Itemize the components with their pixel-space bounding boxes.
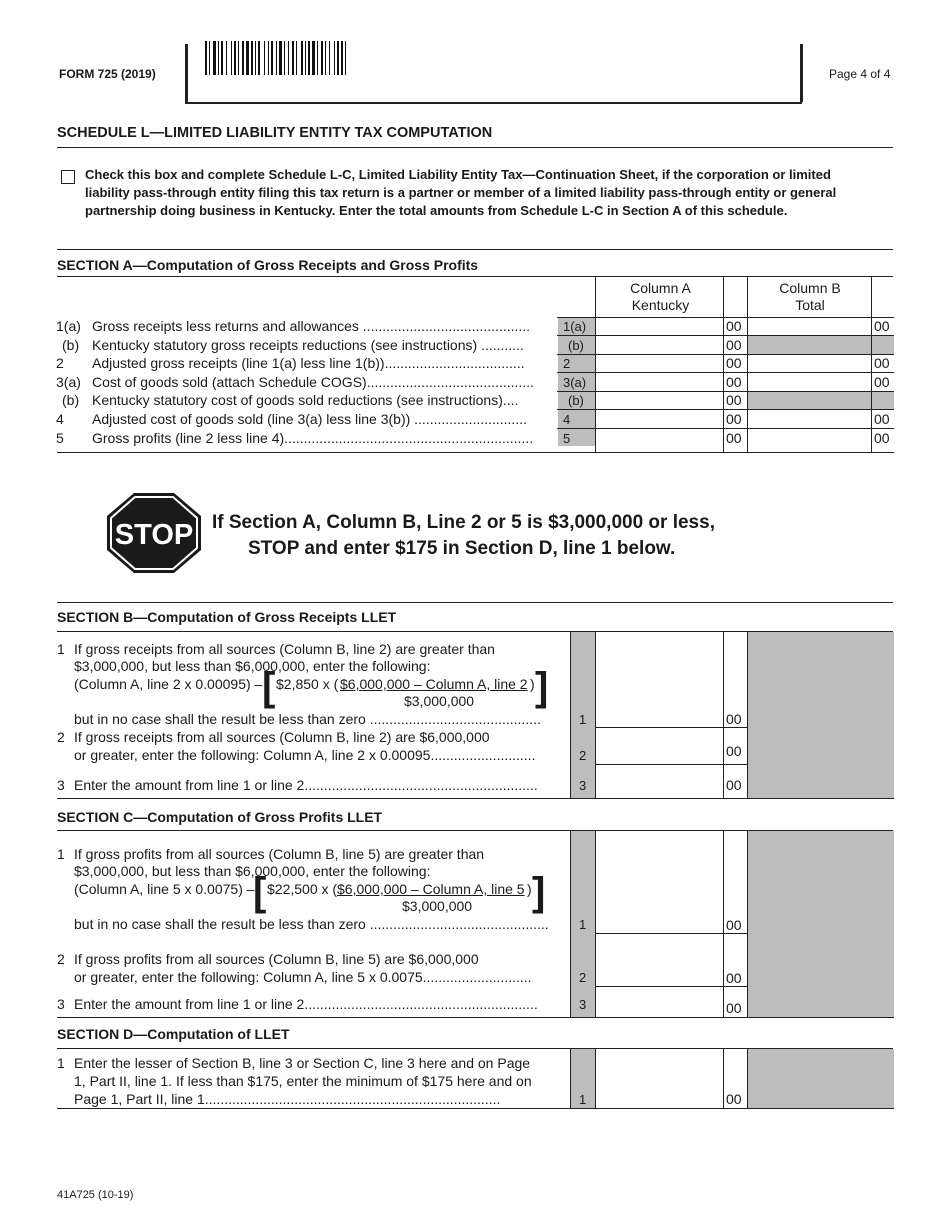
line-4-column-a-input[interactable]: [596, 410, 722, 427]
right-bracket: ]: [535, 665, 549, 709]
section-b-line1-input[interactable]: [596, 633, 722, 726]
section-b-line2-text: or greater, enter the following: Column A, line 2 x 0.00095...........................: [74, 747, 536, 763]
line-number: 1: [57, 1055, 65, 1071]
section-d-vrule: [747, 1049, 748, 1108]
section-c-line1-input[interactable]: [596, 832, 722, 932]
section-d-shaded-area: [747, 1049, 894, 1108]
stop-sign-text: STOP: [114, 519, 194, 551]
line-description: Gross receipts less returns and allowances ...........................................: [92, 318, 531, 334]
section-b-formula-close: ): [530, 676, 535, 692]
line-number: 2: [56, 355, 64, 371]
line-description: Adjusted gross receipts (line 1(a) less line 1(b))....................................: [92, 355, 525, 371]
section-c-line1-text: $3,000,000, but less than $6,000,000, enter the following:: [74, 863, 431, 879]
section-b-bottom-rule: [57, 798, 894, 799]
section-b-line2-input[interactable]: [596, 728, 722, 763]
section-d-line1-input[interactable]: [596, 1050, 722, 1107]
section-a-top-rule: [57, 249, 893, 250]
section-b-line1-text: If gross receipts from all sources (Column B, line 2) are greater than: [74, 641, 495, 657]
cents: 00: [726, 711, 742, 727]
section-c-line1-text: If gross profits from all sources (Column B, line 5) are greater than: [74, 846, 485, 862]
line-box-label: 3: [579, 778, 587, 793]
cents: 00: [726, 743, 742, 759]
column-b-header: [748, 280, 872, 314]
header-divider-right: [800, 44, 803, 102]
section-b-formula-mid: $2,850 x (: [276, 676, 339, 692]
checkbox-text-line: partnership doing business in Kentucky. Enter the total amounts from Schedule L-C in Section A of this schedule.: [85, 203, 788, 218]
form-id: FORM 725 (2019): [59, 67, 156, 81]
line-3a-column-b-input[interactable]: [748, 373, 870, 390]
section-d-line1-text: Enter the lesser of Section B, line 3 or Section C, line 3 here and on Page: [74, 1055, 531, 1071]
line-box-label: (b): [568, 393, 584, 408]
section-c-line2-input[interactable]: [596, 934, 722, 985]
cents: 00: [874, 318, 890, 334]
cents: 00: [874, 374, 890, 390]
cents: 00: [874, 430, 890, 446]
column-a-header: [598, 280, 723, 314]
line-box-label: 2: [579, 748, 587, 763]
line-1a-column-a-input[interactable]: [596, 318, 722, 335]
left-bracket: [: [262, 665, 276, 709]
line-box-label: 2: [563, 356, 571, 371]
section-c-formula-mid: $22,500 x (: [267, 881, 338, 897]
cents: 00: [726, 374, 742, 390]
section-a-vrule: [871, 277, 872, 453]
line-description: Adjusted cost of goods sold (line 3(a) less line 3(b)) .............................: [92, 411, 527, 427]
section-b-line3-input[interactable]: [596, 765, 722, 797]
stop-message-line1: If Section A, Column B, Line 2 or 5 is $3,000,000 or less,: [212, 512, 715, 533]
section-d-line1-text: Page 1, Part II, line 1............................................................................: [74, 1091, 501, 1107]
line-3a-column-a-input[interactable]: [596, 373, 722, 390]
section-c-shaded-area: [747, 831, 894, 1018]
line-box-label: 3(a): [563, 375, 587, 390]
section-a-title-rule: [57, 276, 893, 277]
schedule-title: SCHEDULE L—LIMITED LIABILITY ENTITY TAX COMPUTATION: [57, 125, 493, 141]
section-c-vrule: [570, 831, 571, 1018]
line-number: 5: [56, 430, 64, 446]
form-revision-code: 41A725 (10-19): [57, 1189, 134, 1201]
line-number: (b): [62, 337, 80, 353]
section-b-formula-numerator: $6,000,000 – Column A, line 2: [340, 676, 528, 692]
section-c-line2-text: or greater, enter the following: Column A, line 5 x 0.0075............................: [74, 969, 532, 985]
line-box-label: (b): [568, 338, 584, 353]
section-b-title: SECTION B—Computation of Gross Receipts LLET: [57, 609, 397, 625]
line-number: 2: [57, 951, 65, 967]
section-b-line1-text: but in no case shall the result be less than zero ............................................: [74, 711, 541, 727]
line-5-column-b-input[interactable]: [748, 429, 870, 446]
line-box-label: 1: [579, 917, 587, 932]
line-description: Kentucky statutory gross receipts reductions (see instructions) ...........: [92, 337, 524, 353]
section-d-vrule: [570, 1049, 571, 1108]
checkbox-text-line: liability pass-through entity filing this tax return is a partner or member of a limited liability pass-through entity or general: [85, 185, 837, 200]
section-c-formula-numerator: $6,000,000 – Column A, line 5: [337, 881, 525, 897]
header-divider: [185, 44, 188, 102]
section-a-bottom-rule: [57, 452, 894, 453]
page-number: Page 4 of 4: [829, 67, 891, 81]
section-b-shaded-area: [747, 632, 894, 799]
section-c-line1-text: but in no case shall the result be less than zero ..............................................: [74, 916, 549, 932]
section-d-line1-text: 1, Part II, line 1. If less than $175, enter the minimum of $175 here and on: [74, 1073, 532, 1089]
section-b-top-rule: [57, 602, 893, 603]
section-c-formula-close: ): [527, 881, 532, 897]
cents: 00: [874, 411, 890, 427]
line-number: 3(a): [56, 374, 81, 390]
line-description: Kentucky statutory cost of goods sold reductions (see instructions)....: [92, 392, 519, 408]
checkbox-instructions: [85, 166, 905, 220]
line-box-label: 4: [563, 412, 571, 427]
stop-message-line2: STOP and enter $175 in Section D, line 1 below.: [248, 538, 676, 559]
section-b-formula-denominator: $3,000,000: [404, 693, 475, 709]
section-c-vrule: [723, 831, 724, 1018]
line-1b-column-a-input[interactable]: [596, 336, 722, 353]
section-d-title: SECTION D—Computation of LLET: [57, 1026, 290, 1042]
section-a-vrule: [723, 277, 724, 453]
section-c-line2-text: If gross profits from all sources (Column B, line 5) are $6,000,000: [74, 951, 479, 967]
section-a-title: SECTION A—Computation of Gross Receipts and Gross Profits: [57, 257, 479, 273]
right-bracket: ]: [532, 870, 546, 914]
section-c-line3-input[interactable]: [596, 987, 722, 1016]
cents: 00: [726, 411, 742, 427]
section-c-line3-text: Enter the amount from line 1 or line 2............................................................: [74, 996, 538, 1012]
line-3b-column-a-input[interactable]: [596, 392, 722, 409]
column-a-label: Column A: [630, 280, 691, 296]
line-number: 2: [57, 729, 65, 745]
cents: 00: [726, 970, 742, 986]
cents: 00: [726, 1000, 742, 1016]
line-number: 1: [57, 641, 65, 657]
line-description: Cost of goods sold (attach Schedule COGS)...........................................: [92, 374, 534, 390]
section-b-formula-left: (Column A, line 2 x 0.00095) –: [74, 676, 263, 692]
line-number: 3: [57, 996, 65, 1012]
line-1a-column-b-input[interactable]: [748, 318, 870, 335]
line-box-label: 1: [579, 712, 587, 727]
line-number: 3: [57, 777, 65, 793]
cents: 00: [726, 392, 742, 408]
section-b-vrule: [723, 632, 724, 799]
cents: 00: [726, 355, 742, 371]
line-box-label: 1(a): [563, 319, 587, 334]
line-box-label: 1: [579, 1092, 587, 1107]
section-b-line1-text: $3,000,000, but less than $6,000,000, enter the following:: [74, 658, 431, 674]
section-d-bottom-rule: [57, 1108, 894, 1109]
section-c-formula-denominator: $3,000,000: [402, 898, 473, 914]
column-b-label: Column B: [779, 280, 841, 296]
line-description: Gross profits (line 2 less line 4)................................................................: [92, 430, 534, 446]
title-rule: [57, 147, 893, 148]
section-b-vrule: [570, 632, 571, 799]
barcode: [205, 41, 421, 75]
line-2-column-a-input[interactable]: [596, 355, 722, 372]
section-c-formula-left: (Column A, line 5 x 0.0075) –: [74, 881, 255, 897]
line-2-column-b-input[interactable]: [748, 355, 870, 372]
cents: 00: [726, 337, 742, 353]
cents: 00: [726, 318, 742, 334]
stop-sign-icon: [106, 492, 202, 574]
schedule-lc-checkbox[interactable]: [61, 170, 75, 184]
section-c-bottom-rule: [57, 1017, 894, 1018]
column-a-sublabel: Kentucky: [631, 297, 690, 313]
left-bracket: [: [253, 870, 267, 914]
cents: 00: [726, 430, 742, 446]
cents: 00: [726, 777, 742, 793]
line-box-label: 5: [563, 431, 571, 446]
checkbox-text-line: Check this box and complete Schedule L-C, Limited Liability Entity Tax—Continuation Sheet, if the corporation or limited: [85, 167, 831, 182]
column-b-sublabel: Total: [795, 297, 825, 313]
line-number: 1(a): [56, 318, 81, 334]
section-b-line3-text: Enter the amount from line 1 or line 2............................................................: [74, 777, 538, 793]
line-number: (b): [62, 392, 80, 408]
section-d-vrule: [723, 1049, 724, 1108]
line-number: 4: [56, 411, 64, 427]
cents: 00: [726, 1091, 742, 1107]
line-number: 1: [57, 846, 65, 862]
section-b-vrule: [747, 632, 748, 799]
header-rule: [185, 102, 802, 104]
line-5-column-a-input[interactable]: [596, 429, 722, 446]
section-b-line2-text: If gross receipts from all sources (Column B, line 2) are $6,000,000: [74, 729, 490, 745]
section-c-title: SECTION C—Computation of Gross Profits LLET: [57, 809, 383, 825]
cents: 00: [726, 917, 742, 933]
line-4-column-b-input[interactable]: [748, 410, 870, 427]
section-c-vrule: [747, 831, 748, 1018]
cents: 00: [874, 355, 890, 371]
line-box-label: 2: [579, 970, 587, 985]
line-box-label: 3: [579, 997, 587, 1012]
